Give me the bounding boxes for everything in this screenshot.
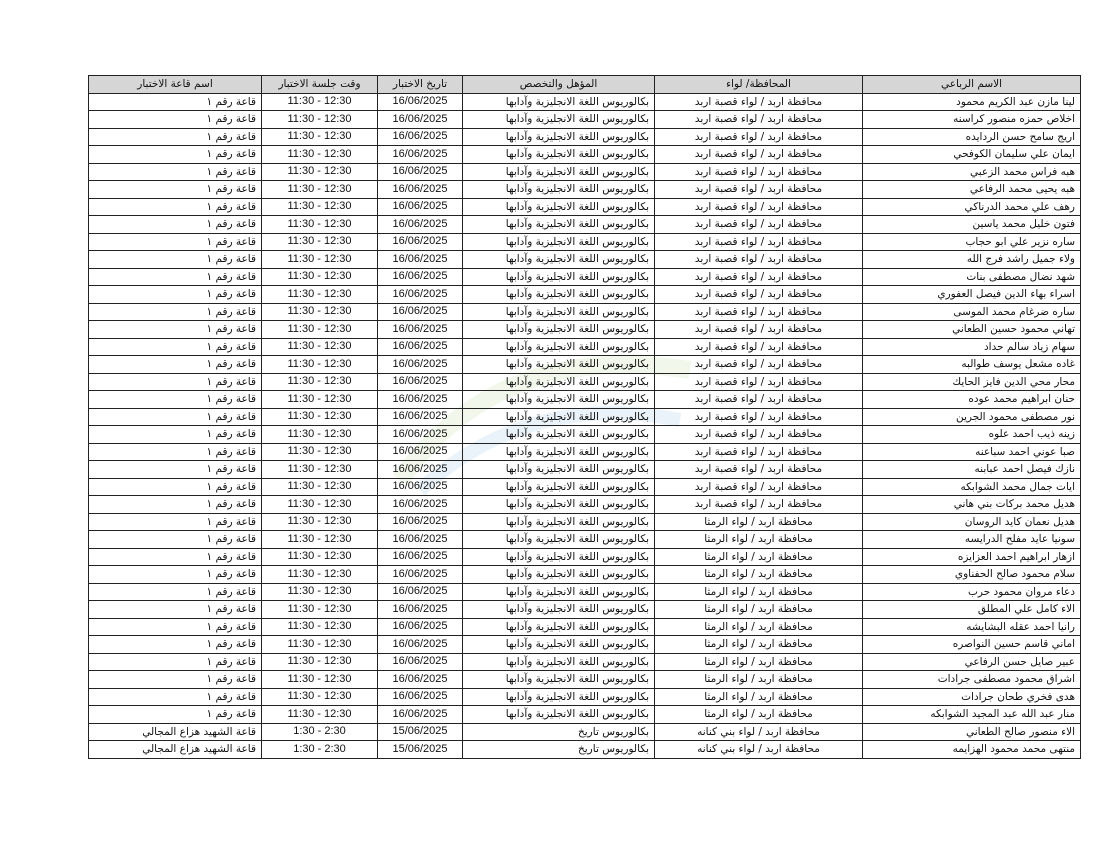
cell-date: 16/06/2025 [378, 251, 463, 269]
cell-name: عبير صايل حسن الرفاعي [863, 653, 1081, 671]
cell-name: ايات جمال محمد الشوابكه [863, 478, 1081, 496]
table-row [89, 373, 1081, 391]
cell-time: 11:30 - 12:30 [262, 426, 378, 444]
cell-qualification: بكالوريوس اللغة الانجليزية وآدابها [463, 601, 655, 619]
cell-date: 15/06/2025 [378, 723, 463, 741]
header-hall: اسم قاعة الاختبار [89, 76, 262, 94]
cell-time: 11:30 - 12:30 [262, 443, 378, 461]
cell-governorate: محافظة اربد / لواء الرمثا [655, 618, 863, 636]
cell-qualification: بكالوريوس اللغة الانجليزية وآدابها [463, 198, 655, 216]
cell-governorate: محافظة اربد / لواء قصبة اربد [655, 233, 863, 251]
cell-qualification: بكالوريوس اللغة الانجليزية وآدابها [463, 496, 655, 514]
cell-hall: قاعة رقم ١ [89, 443, 262, 461]
cell-time: 11:30 - 12:30 [262, 566, 378, 584]
cell-date: 16/06/2025 [378, 636, 463, 654]
cell-time: 11:30 - 12:30 [262, 198, 378, 216]
cell-governorate: محافظة اربد / لواء قصبة اربد [655, 216, 863, 234]
cell-qualification: بكالوريوس اللغة الانجليزية وآدابها [463, 111, 655, 129]
cell-qualification: بكالوريوس اللغة الانجليزية وآدابها [463, 216, 655, 234]
cell-governorate: محافظة اربد / لواء قصبة اربد [655, 443, 863, 461]
cell-hall: قاعة رقم ١ [89, 566, 262, 584]
cell-name: ولاء جميل راشد فرج الله [863, 251, 1081, 269]
table-row [89, 93, 1081, 111]
cell-time: 11:30 - 12:30 [262, 618, 378, 636]
cell-qualification: بكالوريوس اللغة الانجليزية وآدابها [463, 181, 655, 199]
cell-hall: قاعة رقم ١ [89, 216, 262, 234]
table-row [89, 251, 1081, 269]
cell-governorate: محافظة اربد / لواء قصبة اربد [655, 128, 863, 146]
cell-date: 16/06/2025 [378, 233, 463, 251]
cell-qualification: بكالوريوس اللغة الانجليزية وآدابها [463, 356, 655, 374]
table-row [89, 111, 1081, 129]
table-row [89, 426, 1081, 444]
cell-time: 11:30 - 12:30 [262, 356, 378, 374]
cell-name: نازك فيصل احمد عبابنه [863, 461, 1081, 479]
cell-governorate: محافظة اربد / لواء قصبة اربد [655, 251, 863, 269]
cell-time: 11:30 - 12:30 [262, 636, 378, 654]
table-row [89, 601, 1081, 619]
cell-date: 16/06/2025 [378, 706, 463, 724]
cell-date: 16/06/2025 [378, 163, 463, 181]
cell-time: 11:30 - 12:30 [262, 93, 378, 111]
cell-name: محار محي الدين فايز الحايك [863, 373, 1081, 391]
cell-qualification: بكالوريوس اللغة الانجليزية وآدابها [463, 513, 655, 531]
cell-hall: قاعة رقم ١ [89, 496, 262, 514]
cell-qualification: بكالوريوس اللغة الانجليزية وآدابها [463, 321, 655, 339]
table-row [89, 583, 1081, 601]
table-row [89, 618, 1081, 636]
cell-time: 1:30 - 2:30 [262, 741, 378, 759]
cell-time: 11:30 - 12:30 [262, 111, 378, 129]
cell-time: 11:30 - 12:30 [262, 408, 378, 426]
cell-qualification: بكالوريوس اللغة الانجليزية وآدابها [463, 478, 655, 496]
cell-date: 16/06/2025 [378, 216, 463, 234]
cell-governorate: محافظة اربد / لواء قصبة اربد [655, 268, 863, 286]
cell-governorate: محافظة اربد / لواء بني كنانه [655, 723, 863, 741]
cell-hall: قاعة رقم ١ [89, 356, 262, 374]
table-row [89, 233, 1081, 251]
table-row [89, 356, 1081, 374]
cell-time: 11:30 - 12:30 [262, 478, 378, 496]
cell-name: الاء منصور صالح الطعاني [863, 723, 1081, 741]
table-row [89, 461, 1081, 479]
cell-governorate: محافظة اربد / لواء قصبة اربد [655, 496, 863, 514]
cell-date: 16/06/2025 [378, 198, 463, 216]
cell-qualification: بكالوريوس اللغة الانجليزية وآدابها [463, 653, 655, 671]
cell-qualification: بكالوريوس اللغة الانجليزية وآدابها [463, 251, 655, 269]
cell-governorate: محافظة اربد / لواء قصبة اربد [655, 356, 863, 374]
cell-time: 11:30 - 12:30 [262, 146, 378, 164]
table-row [89, 688, 1081, 706]
cell-date: 16/06/2025 [378, 478, 463, 496]
cell-qualification: بكالوريوس تاريخ [463, 723, 655, 741]
cell-qualification: بكالوريوس اللغة الانجليزية وآدابها [463, 163, 655, 181]
cell-qualification: بكالوريوس اللغة الانجليزية وآدابها [463, 286, 655, 304]
header-date: تاريخ الاختبار [378, 76, 463, 94]
cell-governorate: محافظة اربد / لواء الرمثا [655, 706, 863, 724]
cell-date: 16/06/2025 [378, 618, 463, 636]
cell-qualification: بكالوريوس اللغة الانجليزية وآدابها [463, 671, 655, 689]
cell-time: 11:30 - 12:30 [262, 531, 378, 549]
cell-hall: قاعة رقم ١ [89, 408, 262, 426]
cell-name: سهام زياد سالم حداد [863, 338, 1081, 356]
cell-time: 11:30 - 12:30 [262, 601, 378, 619]
cell-time: 11:30 - 12:30 [262, 128, 378, 146]
cell-governorate: محافظة اربد / لواء قصبة اربد [655, 93, 863, 111]
cell-hall: قاعة رقم ١ [89, 548, 262, 566]
cell-hall: قاعة رقم ١ [89, 706, 262, 724]
cell-time: 11:30 - 12:30 [262, 706, 378, 724]
cell-qualification: بكالوريوس اللغة الانجليزية وآدابها [463, 93, 655, 111]
cell-qualification: بكالوريوس اللغة الانجليزية وآدابها [463, 426, 655, 444]
exam-schedule-table [88, 75, 1081, 759]
cell-name: فتون خليل محمد ياسين [863, 216, 1081, 234]
table-row [89, 391, 1081, 409]
cell-time: 11:30 - 12:30 [262, 163, 378, 181]
cell-governorate: محافظة اربد / لواء قصبة اربد [655, 461, 863, 479]
table-body [89, 93, 1081, 758]
cell-time: 11:30 - 12:30 [262, 513, 378, 531]
cell-date: 16/06/2025 [378, 93, 463, 111]
cell-date: 15/06/2025 [378, 741, 463, 759]
cell-date: 16/06/2025 [378, 496, 463, 514]
cell-time: 11:30 - 12:30 [262, 496, 378, 514]
cell-name: ازهار ابراهيم احمد العزايزه [863, 548, 1081, 566]
cell-hall: قاعة رقم ١ [89, 653, 262, 671]
cell-name: نور مصطفى محمود الجرين [863, 408, 1081, 426]
cell-date: 16/06/2025 [378, 373, 463, 391]
cell-qualification: بكالوريوس اللغة الانجليزية وآدابها [463, 618, 655, 636]
cell-hall: قاعة رقم ١ [89, 303, 262, 321]
cell-time: 11:30 - 12:30 [262, 688, 378, 706]
cell-governorate: محافظة اربد / لواء قصبة اربد [655, 198, 863, 216]
cell-hall: قاعة رقم ١ [89, 373, 262, 391]
cell-governorate: محافظة اربد / لواء قصبة اربد [655, 181, 863, 199]
cell-hall: قاعة رقم ١ [89, 251, 262, 269]
header-name: الاسم الرباعي [863, 76, 1081, 94]
cell-time: 11:30 - 12:30 [262, 461, 378, 479]
cell-qualification: بكالوريوس تاريخ [463, 741, 655, 759]
cell-qualification: بكالوريوس اللغة الانجليزية وآدابها [463, 233, 655, 251]
cell-date: 16/06/2025 [378, 181, 463, 199]
cell-qualification: بكالوريوس اللغة الانجليزية وآدابها [463, 268, 655, 286]
table-row [89, 636, 1081, 654]
cell-governorate: محافظة اربد / لواء الرمثا [655, 531, 863, 549]
table-header-row [89, 76, 1081, 94]
cell-date: 16/06/2025 [378, 356, 463, 374]
cell-date: 16/06/2025 [378, 111, 463, 129]
cell-governorate: محافظة اربد / لواء قصبة اربد [655, 391, 863, 409]
cell-date: 16/06/2025 [378, 408, 463, 426]
cell-date: 16/06/2025 [378, 688, 463, 706]
cell-governorate: محافظة اربد / لواء الرمثا [655, 583, 863, 601]
cell-time: 11:30 - 12:30 [262, 286, 378, 304]
cell-hall: قاعة رقم ١ [89, 286, 262, 304]
cell-name: ايمان علي سليمان الكوفحي [863, 146, 1081, 164]
table-row [89, 268, 1081, 286]
cell-qualification: بكالوريوس اللغة الانجليزية وآدابها [463, 303, 655, 321]
cell-date: 16/06/2025 [378, 653, 463, 671]
table-row [89, 408, 1081, 426]
table-row [89, 198, 1081, 216]
cell-name: دعاء مروان محمود حرب [863, 583, 1081, 601]
cell-name: هديل محمد بركات بني هاني [863, 496, 1081, 514]
cell-name: اماني قاسم حسين النواصره [863, 636, 1081, 654]
cell-date: 16/06/2025 [378, 601, 463, 619]
cell-governorate: محافظة اربد / لواء بني كنانه [655, 741, 863, 759]
cell-governorate: محافظة اربد / لواء قصبة اربد [655, 286, 863, 304]
cell-qualification: بكالوريوس اللغة الانجليزية وآدابها [463, 338, 655, 356]
cell-hall: قاعة رقم ١ [89, 268, 262, 286]
cell-date: 16/06/2025 [378, 303, 463, 321]
cell-name: الاء كامل علي المطلق [863, 601, 1081, 619]
cell-name: زينه ذيب احمد علوه [863, 426, 1081, 444]
cell-governorate: محافظة اربد / لواء قصبة اربد [655, 111, 863, 129]
cell-hall: قاعة رقم ١ [89, 601, 262, 619]
cell-hall: قاعة رقم ١ [89, 93, 262, 111]
table-row [89, 653, 1081, 671]
cell-time: 11:30 - 12:30 [262, 373, 378, 391]
cell-qualification: بكالوريوس اللغة الانجليزية وآدابها [463, 391, 655, 409]
cell-qualification: بكالوريوس اللغة الانجليزية وآدابها [463, 443, 655, 461]
cell-hall: قاعة رقم ١ [89, 391, 262, 409]
table-row [89, 303, 1081, 321]
cell-name: تهاني محمود حسين الطعاني [863, 321, 1081, 339]
cell-qualification: بكالوريوس اللغة الانجليزية وآدابها [463, 688, 655, 706]
cell-hall: قاعة رقم ١ [89, 671, 262, 689]
cell-date: 16/06/2025 [378, 583, 463, 601]
table-row [89, 671, 1081, 689]
header-governorate: المحافظة/ لواء [655, 76, 863, 94]
cell-time: 11:30 - 12:30 [262, 216, 378, 234]
table-row [89, 706, 1081, 724]
table-row [89, 741, 1081, 759]
cell-name: ساره ضرغام محمد الموسى [863, 303, 1081, 321]
cell-governorate: محافظة اربد / لواء قصبة اربد [655, 146, 863, 164]
cell-hall: قاعة رقم ١ [89, 426, 262, 444]
cell-name: هبه يحيى محمد الرفاعي [863, 181, 1081, 199]
cell-hall: قاعة رقم ١ [89, 111, 262, 129]
table-row [89, 163, 1081, 181]
cell-time: 11:30 - 12:30 [262, 303, 378, 321]
cell-hall: قاعة الشهيد هزاع المجالي [89, 723, 262, 741]
header-qualification: المؤهل والتخصص [463, 76, 655, 94]
cell-hall: قاعة الشهيد هزاع المجالي [89, 741, 262, 759]
cell-name: ساره نزير علي ابو حجاب [863, 233, 1081, 251]
cell-governorate: محافظة اربد / لواء قصبة اربد [655, 478, 863, 496]
table-row [89, 216, 1081, 234]
cell-time: 11:30 - 12:30 [262, 548, 378, 566]
cell-qualification: بكالوريوس اللغة الانجليزية وآدابها [463, 548, 655, 566]
cell-qualification: بكالوريوس اللغة الانجليزية وآدابها [463, 408, 655, 426]
cell-governorate: محافظة اربد / لواء قصبة اربد [655, 408, 863, 426]
table-row [89, 496, 1081, 514]
cell-hall: قاعة رقم ١ [89, 128, 262, 146]
cell-governorate: محافظة اربد / لواء قصبة اربد [655, 373, 863, 391]
table-row [89, 181, 1081, 199]
cell-qualification: بكالوريوس اللغة الانجليزية وآدابها [463, 146, 655, 164]
cell-time: 11:30 - 12:30 [262, 321, 378, 339]
cell-date: 16/06/2025 [378, 513, 463, 531]
cell-hall: قاعة رقم ١ [89, 233, 262, 251]
cell-name: هبه فراس محمد الزعبي [863, 163, 1081, 181]
cell-date: 16/06/2025 [378, 443, 463, 461]
cell-hall: قاعة رقم ١ [89, 531, 262, 549]
cell-name: اشراق محمود مصطفى جرادات [863, 671, 1081, 689]
cell-date: 16/06/2025 [378, 426, 463, 444]
table-row [89, 478, 1081, 496]
cell-qualification: بكالوريوس اللغة الانجليزية وآدابها [463, 566, 655, 584]
cell-time: 11:30 - 12:30 [262, 181, 378, 199]
cell-name: رهف علي محمد الدرناكي [863, 198, 1081, 216]
cell-date: 16/06/2025 [378, 268, 463, 286]
cell-hall: قاعة رقم ١ [89, 163, 262, 181]
cell-time: 1:30 - 2:30 [262, 723, 378, 741]
cell-governorate: محافظة اربد / لواء الرمثا [655, 566, 863, 584]
table-row [89, 146, 1081, 164]
cell-qualification: بكالوريوس اللغة الانجليزية وآدابها [463, 583, 655, 601]
cell-date: 16/06/2025 [378, 321, 463, 339]
cell-governorate: محافظة اربد / لواء قصبة اربد [655, 303, 863, 321]
cell-governorate: محافظة اربد / لواء الرمثا [655, 513, 863, 531]
cell-qualification: بكالوريوس اللغة الانجليزية وآدابها [463, 128, 655, 146]
cell-time: 11:30 - 12:30 [262, 268, 378, 286]
cell-date: 16/06/2025 [378, 391, 463, 409]
table-row [89, 513, 1081, 531]
cell-name: رانيا احمد عقله البشايشه [863, 618, 1081, 636]
cell-date: 16/06/2025 [378, 566, 463, 584]
cell-name: هديل نعمان كايد الروسان [863, 513, 1081, 531]
cell-name: حنان ابراهيم محمد عوده [863, 391, 1081, 409]
cell-hall: قاعة رقم ١ [89, 636, 262, 654]
cell-name: اخلاص حمزه منصور كراسنه [863, 111, 1081, 129]
cell-name: سلام محمود صالح الحفناوي [863, 566, 1081, 584]
cell-name: لينا مازن عبد الكريم محمود [863, 93, 1081, 111]
cell-governorate: محافظة اربد / لواء الرمثا [655, 636, 863, 654]
cell-qualification: بكالوريوس اللغة الانجليزية وآدابها [463, 531, 655, 549]
cell-date: 16/06/2025 [378, 671, 463, 689]
cell-date: 16/06/2025 [378, 531, 463, 549]
cell-name: هدى فخري طحان جرادات [863, 688, 1081, 706]
cell-time: 11:30 - 12:30 [262, 391, 378, 409]
cell-name: صبا عوني احمد سباعنه [863, 443, 1081, 461]
cell-hall: قاعة رقم ١ [89, 198, 262, 216]
table-row [89, 531, 1081, 549]
cell-name: سونيا عايد مفلح الدرايسه [863, 531, 1081, 549]
cell-governorate: محافظة اربد / لواء قصبة اربد [655, 163, 863, 181]
cell-time: 11:30 - 12:30 [262, 233, 378, 251]
cell-name: شهد نضال مصطفى بنات [863, 268, 1081, 286]
cell-governorate: محافظة اربد / لواء الرمثا [655, 653, 863, 671]
cell-qualification: بكالوريوس اللغة الانجليزية وآدابها [463, 461, 655, 479]
cell-date: 16/06/2025 [378, 128, 463, 146]
table-row [89, 128, 1081, 146]
header-time: وقت جلسة الاختبار [262, 76, 378, 94]
table-row [89, 548, 1081, 566]
exam-schedule-sheet [88, 75, 1080, 759]
cell-date: 16/06/2025 [378, 461, 463, 479]
table-row [89, 286, 1081, 304]
cell-qualification: بكالوريوس اللغة الانجليزية وآدابها [463, 373, 655, 391]
cell-hall: قاعة رقم ١ [89, 618, 262, 636]
cell-name: اريج سامح حسن الردايده [863, 128, 1081, 146]
cell-governorate: محافظة اربد / لواء الرمثا [655, 548, 863, 566]
cell-name: منتهى محمد محمود الهزايمه [863, 741, 1081, 759]
cell-hall: قاعة رقم ١ [89, 338, 262, 356]
table-row [89, 723, 1081, 741]
cell-governorate: محافظة اربد / لواء قصبة اربد [655, 338, 863, 356]
cell-hall: قاعة رقم ١ [89, 688, 262, 706]
cell-governorate: محافظة اربد / لواء قصبة اربد [655, 321, 863, 339]
cell-date: 16/06/2025 [378, 146, 463, 164]
table-row [89, 338, 1081, 356]
cell-name: غاده مشعل يوسف طوالبه [863, 356, 1081, 374]
cell-governorate: محافظة اربد / لواء قصبة اربد [655, 426, 863, 444]
cell-name: منار عبد الله عبد المجيد الشوابكه [863, 706, 1081, 724]
cell-qualification: بكالوريوس اللغة الانجليزية وآدابها [463, 636, 655, 654]
cell-governorate: محافظة اربد / لواء الرمثا [655, 601, 863, 619]
cell-hall: قاعة رقم ١ [89, 321, 262, 339]
cell-governorate: محافظة اربد / لواء الرمثا [655, 671, 863, 689]
cell-time: 11:30 - 12:30 [262, 251, 378, 269]
table-row [89, 443, 1081, 461]
cell-hall: قاعة رقم ١ [89, 513, 262, 531]
cell-qualification: بكالوريوس اللغة الانجليزية وآدابها [463, 706, 655, 724]
cell-governorate: محافظة اربد / لواء الرمثا [655, 688, 863, 706]
cell-hall: قاعة رقم ١ [89, 146, 262, 164]
cell-date: 16/06/2025 [378, 286, 463, 304]
cell-time: 11:30 - 12:30 [262, 583, 378, 601]
cell-hall: قاعة رقم ١ [89, 461, 262, 479]
table-row [89, 566, 1081, 584]
cell-time: 11:30 - 12:30 [262, 338, 378, 356]
table-row [89, 321, 1081, 339]
cell-time: 11:30 - 12:30 [262, 671, 378, 689]
cell-hall: قاعة رقم ١ [89, 478, 262, 496]
cell-date: 16/06/2025 [378, 338, 463, 356]
cell-time: 11:30 - 12:30 [262, 653, 378, 671]
cell-hall: قاعة رقم ١ [89, 181, 262, 199]
cell-name: اسراء بهاء الدين فيصل العفوري [863, 286, 1081, 304]
cell-hall: قاعة رقم ١ [89, 583, 262, 601]
cell-date: 16/06/2025 [378, 548, 463, 566]
